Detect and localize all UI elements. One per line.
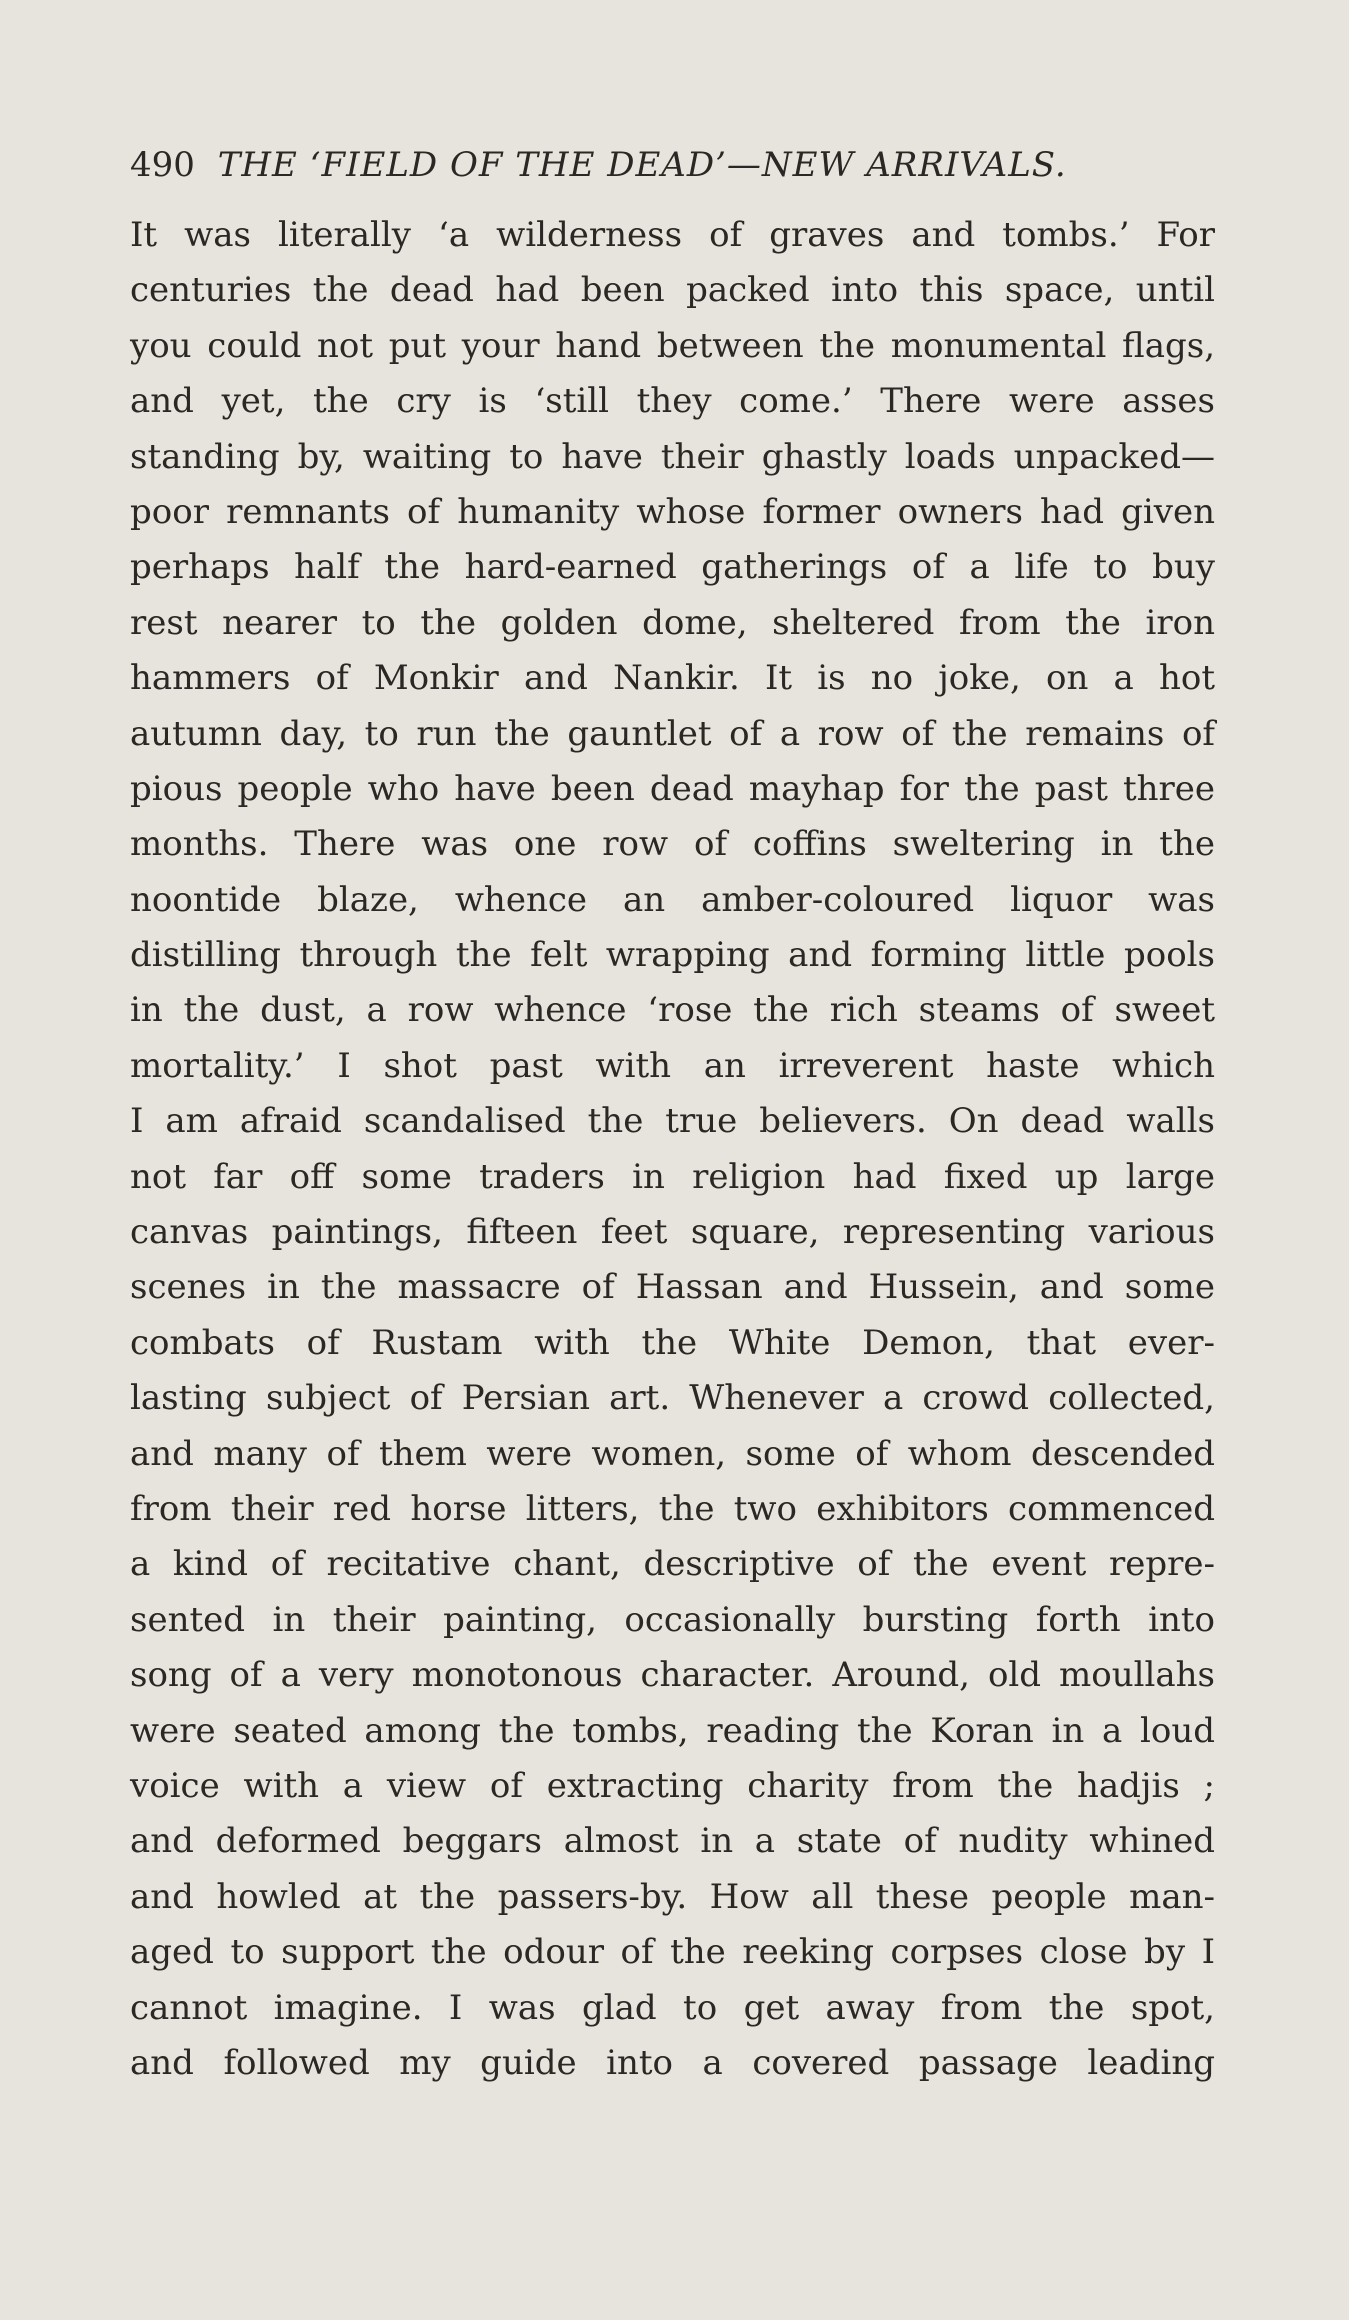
text-line: and many of them were women, some of whom descended — [130, 1433, 1215, 1474]
text-line: It was literally ‘a wilderness of graves and tombs.’ For — [130, 215, 1215, 255]
text-line: months. There was one row of coffins sweltering in the — [130, 824, 1215, 865]
page-header — [130, 140, 1215, 190]
text-line: were seated among the tombs, reading the Koran in a loud — [130, 1710, 1215, 1751]
text-line: lasting subject of Persian art. Whenever a crowd collected, — [130, 1378, 1215, 1419]
text-line: centuries the dead had been packed into this space, until — [130, 270, 1215, 311]
text-line: you could not put your hand between the monumental flags, — [130, 325, 1215, 366]
body-text — [130, 208, 1215, 2091]
text-line: standing by, waiting to have their ghastly loads unpacked— — [130, 436, 1215, 477]
text-line: in the dust, a row whence ‘rose the rich steams of sweet — [130, 990, 1215, 1031]
text-line: autumn day, to run the gauntlet of a row of the remains of — [130, 713, 1215, 754]
text-line: and howled at the passers-by. How all these people man- — [130, 1876, 1215, 1917]
text-line: rest nearer to the golden dome, sheltered from the iron — [130, 602, 1215, 643]
page-number: 490 — [130, 145, 195, 185]
text-line: not far off some traders in religion had fixed up large — [130, 1156, 1215, 1197]
text-line: cannot imagine. I was glad to get away from the spot, — [130, 1987, 1215, 2028]
text-line: and yet, the cry is ‘still they come.’ There were asses — [130, 381, 1215, 422]
text-line: scenes in the massacre of Hassan and Hussein, and some — [130, 1267, 1215, 1308]
text-line: sented in their painting, occasionally bursting forth into — [130, 1599, 1215, 1640]
text-line: combats of Rustam with the White Demon, that ever- — [130, 1322, 1215, 1363]
text-line: noontide blaze, whence an amber-coloured liquor was — [130, 879, 1215, 920]
running-title: THE ‘FIELD OF THE DEAD’—NEW ARRIVALS. — [217, 145, 1067, 185]
text-line: from their red horse litters, the two exhibitors commenced — [130, 1488, 1215, 1529]
text-line: mortality.’ I shot past with an irreverent haste which — [130, 1045, 1215, 1086]
text-line: aged to support the odour of the reeking corpses close by I — [130, 1932, 1215, 1973]
text-line: distilling through the felt wrapping and forming little pools — [130, 935, 1215, 976]
text-line: song of a very monotonous character. Around, old moullahs — [130, 1655, 1215, 1696]
text-line: perhaps half the hard-earned gatherings of a life to buy — [130, 547, 1215, 588]
text-line: voice with a view of extracting charity from the hadjis ; — [130, 1765, 1215, 1806]
text-line: and deformed beggars almost in a state of nudity whined — [130, 1821, 1215, 1862]
text-line: pious people who have been dead mayhap for the past three — [130, 768, 1215, 809]
text-line: canvas paintings, fifteen feet square, representing various — [130, 1212, 1215, 1253]
text-line: I am afraid scandalised the true believers. On dead walls — [130, 1101, 1215, 1142]
text-line: and followed my guide into a covered passage leading — [130, 2042, 1215, 2083]
text-line: a kind of recitative chant, descriptive of the event repre- — [130, 1544, 1215, 1585]
text-line: poor remnants of humanity whose former owners had given — [130, 491, 1215, 532]
text-line: hammers of Monkir and Nankir. It is no joke, on a hot — [130, 658, 1215, 699]
